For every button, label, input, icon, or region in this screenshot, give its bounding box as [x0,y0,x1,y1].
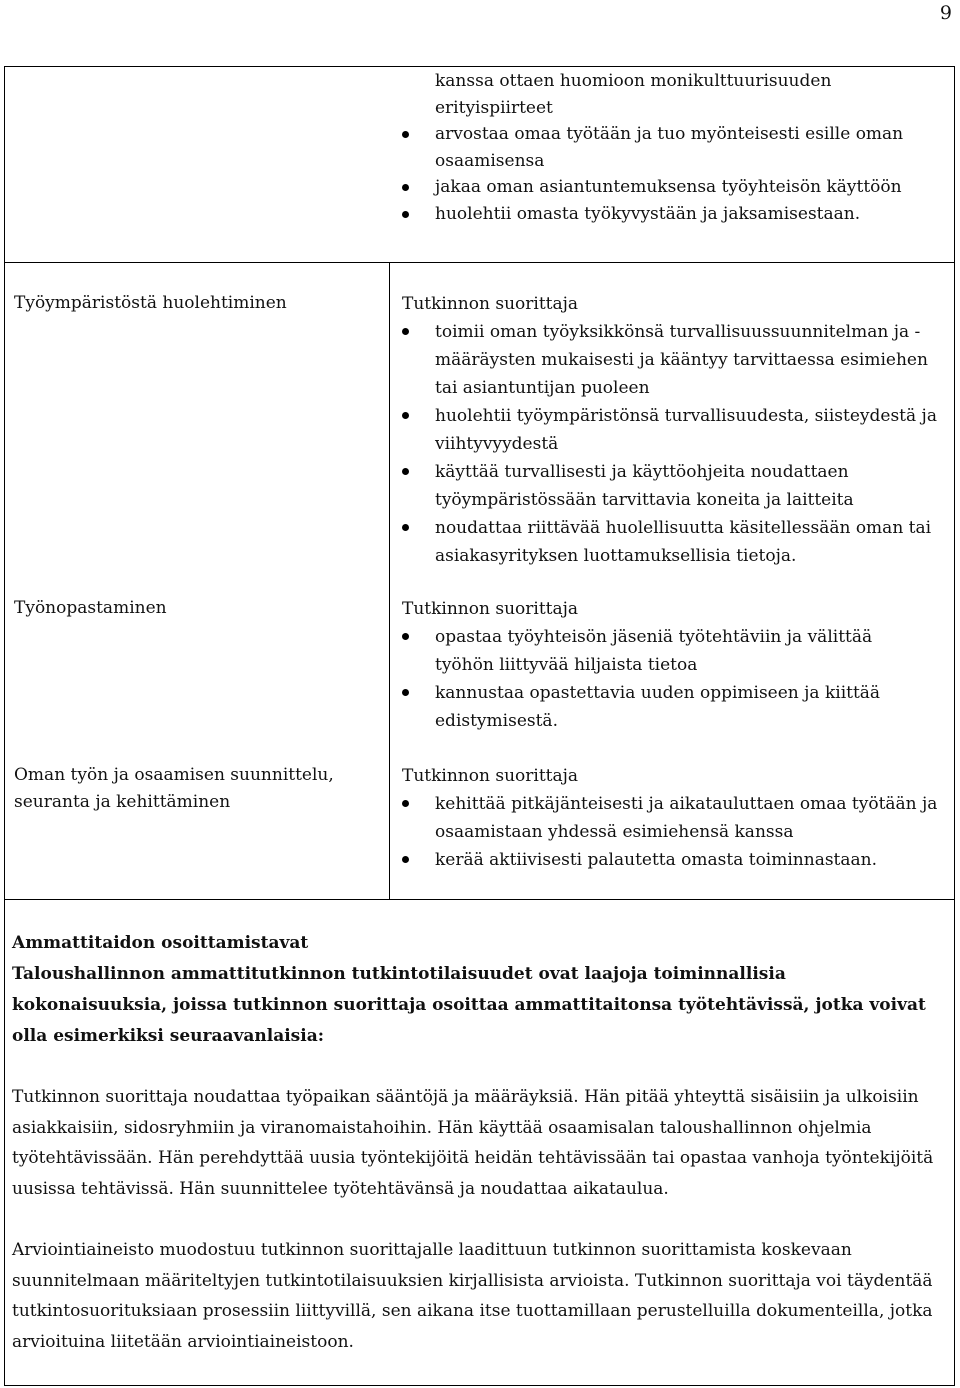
assessment-heading: Ammattitaidon osoittamistavat [12,933,309,953]
list-item: toimii oman työyksikkönsä turvallisuussuunnitelman ja -määräysten mukaisesti ja kääntyy tarvittaessa esimiehen tai asiantuntijan puoleen [402,318,952,402]
row-intro: Tutkinnon suorittaja [402,766,579,786]
list-item: huolehtii työympäristönsä turvallisuudesta, siisteydestä ja viihtyvyydestä [402,402,952,458]
row-intro: Tutkinnon suorittaja [402,294,579,314]
bullet-list [402,318,952,570]
table-column-divider [389,262,390,900]
row2-content [402,595,952,735]
assessment-paragraph-1: Tutkinnon suorittaja noudattaa työpaikan sääntöjä ja määräyksiä. Hän pitää yhteyttä sisäisiin ja ulkoisiin asiakkaisiin, sidosryhmiin ja viranomaistahoihin. Hän käyttää osaamisalan taloushallinnon ohjelmia työtehtävissään. Hän perehdyttää uusia työntekijöitä heidän tehtävissään tai opastaa vanhoja työntekijöitä uusissa tehtävissä. Hän suunnittelee työtehtävänsä ja noudattaa aikataulua. [12,1087,934,1199]
bullet-list [402,790,952,874]
list-item: huolehtii omasta työkyvystään ja jaksamisestaan. [402,201,952,228]
page-number: 9 [939,2,952,24]
continuation-line: erityispiirteet [435,97,553,118]
assessment-paragraph-2: Arviointiaineisto muodostuu tutkinnon suorittajalle laadittuun tutkinnon suorittamista koskevaan suunnitelmaan määriteltyjen tutkintotilaisuuksien kirjallisista arvioista. Tutkinnon suorittaja voi täydentää tutkintosuorituksiaan prosessiin liittyvillä, sen aikana itse tuottamillaan perustelluilla dokumenteilla, jotka arvioituina liitetään arviointiaineistoon. [12,1240,933,1352]
list-item: kerää aktiivisesti palautetta omasta toiminnastaan. [402,846,952,874]
list-item: arvostaa omaa työtään ja tuo myönteisesti esille oman osaamisensa [402,121,952,174]
list-item: kehittää pitkäjänteisesti ja aikatauluttaen omaa työtään ja osaamistaan yhdessä esimiehensä kanssa [402,790,952,846]
row-label-work-environment: Työympäristöstä huolehtiminen [14,293,287,313]
row-intro: Tutkinnon suorittaja [402,599,579,619]
continuation-line: kanssa ottaen huomioon monikulttuurisuuden [435,71,832,91]
bullet-list [402,623,952,735]
row0-content [402,68,952,227]
assessment-bold-text: Taloushallinnon ammattitutkinnon tutkintotilaisuudet ovat laajoja toiminnallisia kokonaisuuksia, joissa tutkinnon suorittaja osoittaa ammattitaitonsa työtehtävissä, jotka voivat olla esimerkiksi seuraavanlaisia: [12,964,926,1046]
row-label-work-guidance: Työnopastaminen [14,598,167,618]
list-item: käyttää turvallisesti ja käyttöohjeita noudattaen työympäristössään tarvittavia koneita ja laitteita [402,458,952,514]
bullet-list [402,121,952,227]
list-item: kannustaa opastettavia uuden oppimiseen ja kiittää edistymisestä. [402,679,952,735]
list-item: noudattaa riittävää huolellisuutta käsitellessään oman tai asiakasyrityksen luottamuksellisia tietoja. [402,514,952,570]
row1-content [402,290,952,570]
table-row-divider [4,262,955,263]
row-label-own-work-planning: Oman työn ja osaamisen suunnittelu, seuranta ja kehittäminen [14,765,334,812]
row3-content [402,762,952,874]
list-item: opastaa työyhteisön jäseniä työtehtäviin ja välittää työhön liittyvää hiljaista tietoa [402,623,952,679]
list-item: jakaa oman asiantuntemuksensa työyhteisön käyttöön [402,174,952,201]
